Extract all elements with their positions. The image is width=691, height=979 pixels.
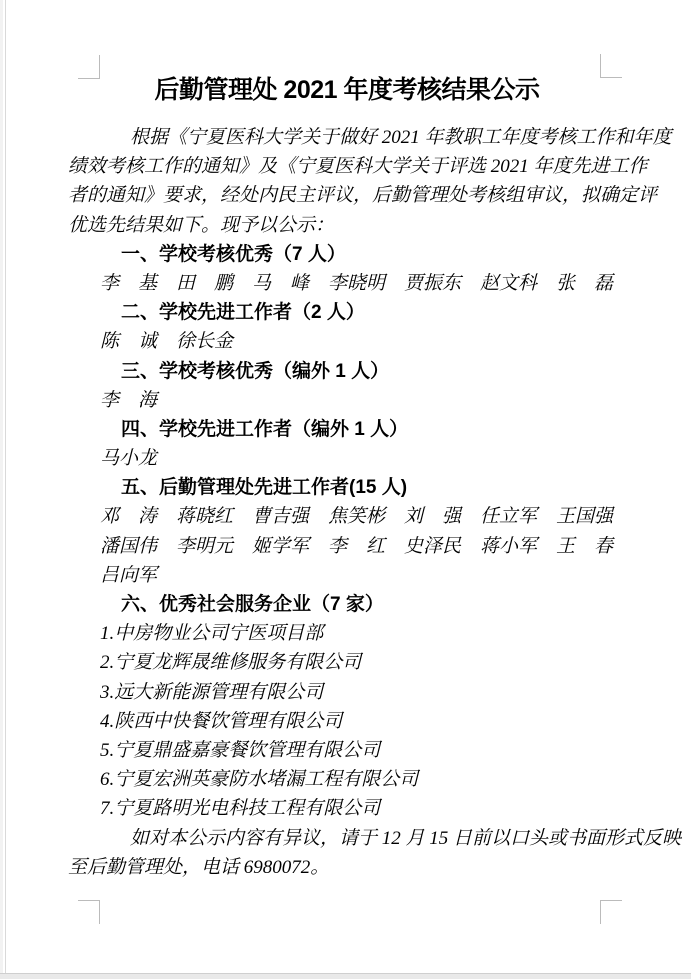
document-title: 后勤管理处 2021 年度考核结果公示 (154, 76, 540, 104)
numbered-item: 7.宁夏路明光电科技工程有限公司 (100, 798, 381, 820)
numbered-item: 5.宁夏鼎盛嘉豪餐饮管理有限公司 (100, 739, 381, 761)
numbered-item: 2.宁夏龙辉晟维修服务有限公司 (100, 652, 362, 674)
page-edge-left (5, 0, 6, 973)
section-heading: 三、学校考核优秀（编外 1 人） (121, 360, 390, 382)
section-heading: 一、学校考核优秀（7 人） (121, 243, 346, 265)
numbered-item: 3.远大新能源管理有限公司 (100, 681, 324, 703)
margin-crop-mark-bottom-right (600, 900, 622, 924)
numbered-item: 6.宁夏宏洲英豪防水堵漏工程有限公司 (100, 769, 419, 791)
paragraph-line: 者的通知》要求，经处内民主评议，后勤管理处考核组审议，拟确定评 (68, 185, 658, 207)
section-heading: 二、学校先进工作者（2 人） (121, 302, 365, 324)
section-heading: 六、优秀社会服务企业（7 家） (121, 594, 384, 615)
margin-crop-mark-bottom-left (78, 900, 100, 924)
name-list-line: 李 基 田 鹏 马 峰 李晓明 贾振东 赵文科 张 磊 (100, 272, 614, 294)
section-heading: 四、学校先进工作者（编外 1 人） (121, 418, 409, 440)
name-list-line: 李 海 (100, 389, 158, 411)
paragraph-first-line: 如对本公示内容有异议，请于 12 月 15 日前以口头或书面形式反映 (130, 827, 682, 849)
paragraph-line: 至后勤管理处，电话 6980072。 (68, 856, 330, 878)
paragraph-line: 优选先结果如下。现予以公示： (68, 214, 335, 236)
document-body (68, 123, 682, 882)
name-list-line: 陈 诚 徐长金 (100, 331, 234, 353)
name-list-line: 邓 涛 蒋晓红 曹吉强 焦笑彬 刘 强 任立军 王国强 (100, 506, 614, 528)
paragraph-line: 绩效考核工作的通知》及《宁夏医科大学关于评选 2021 年度先进工作 (68, 156, 648, 178)
page-bottom-edge (0, 973, 691, 979)
numbered-item: 1.中房物业公司宁医项目部 (100, 623, 324, 645)
name-list-line: 马小龙 (100, 448, 158, 470)
section-heading: 五、后勤管理处先进工作者(15 人) (121, 477, 408, 499)
name-list-line: 潘国伟 李明元 姬学军 李 红 史泽民 蒋小军 王 春 (100, 535, 614, 557)
paragraph-first-line: 根据《宁夏医科大学关于做好 2021 年教职工年度考核工作和年度 (130, 127, 672, 148)
numbered-item: 4.陕西中快餐饮管理有限公司 (100, 710, 343, 732)
name-list-line: 吕向军 (100, 564, 158, 586)
